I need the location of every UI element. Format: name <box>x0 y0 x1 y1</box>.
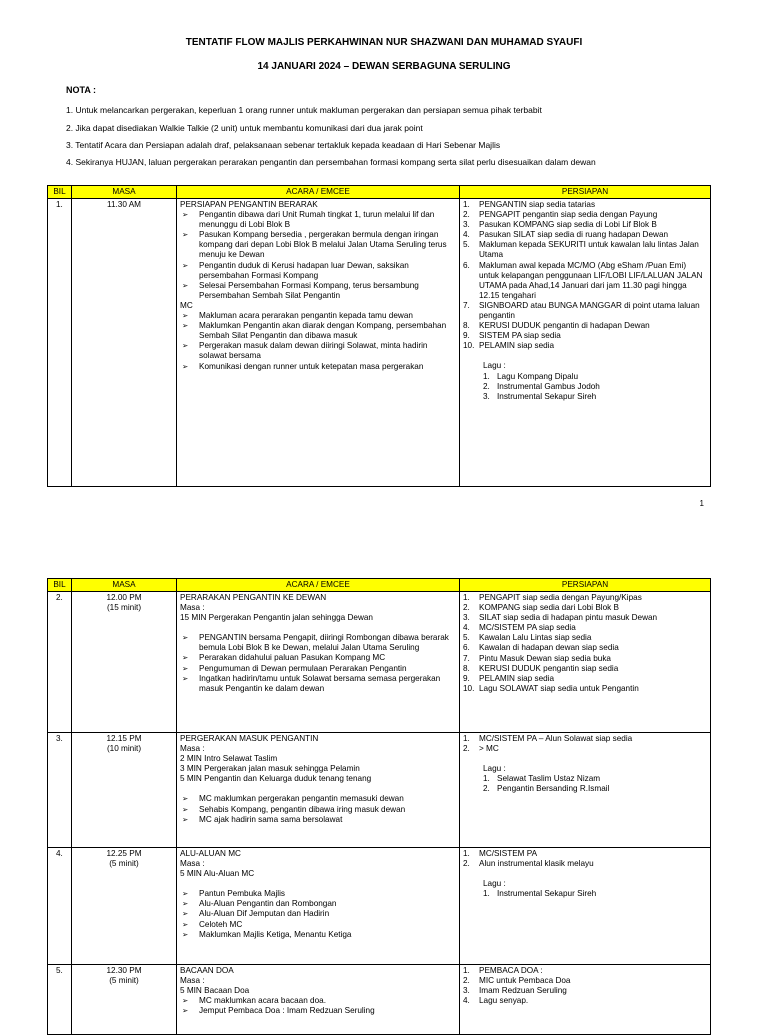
item-text: KOMPANG siap sedia dari Lobi Blok B <box>479 603 620 613</box>
schedule-table-page-1 <box>47 185 711 487</box>
item-text: SILAT siap sedia di hadapan pintu masuk Dewan <box>479 613 658 623</box>
bullet-item: ➢ Pengantin dibawa dari Unit Rumah tingkat 1, turun melalui lif dan menunggu di Lobi Blok B <box>180 210 456 230</box>
bullet-list <box>180 633 456 694</box>
item-number: 9. <box>463 673 470 683</box>
lagu-item <box>483 784 707 794</box>
persiapan-item <box>463 859 707 869</box>
item-text: Lagu Kompang Dipalu <box>497 371 579 381</box>
table-row <box>48 733 711 848</box>
item-number: 3. <box>463 986 470 996</box>
bullet-item: ➢ MC maklumkan acara bacaan doa. <box>180 996 456 1006</box>
item-number: 3. <box>483 391 490 401</box>
item-number: 9. <box>463 331 470 341</box>
table-header-row <box>48 579 711 592</box>
masa-duration: (5 minit) <box>109 976 139 986</box>
item-text: SIGNBOARD atau BUNGA MANGGAR di point utama laluan pengantin <box>479 300 700 321</box>
item-text: Pengantin Bersanding R.Ismail <box>497 784 610 794</box>
item-text: Imam Redzuan Seruling <box>479 986 567 996</box>
spacer <box>180 879 456 889</box>
acara-line: 5 MIN Pengantin dan Keluarga duduk tenang tenang <box>180 774 372 784</box>
lagu-block <box>463 879 707 899</box>
cell-bil: 3. <box>48 733 72 848</box>
persiapan-item <box>463 744 707 754</box>
item-text: Pasukan SILAT siap sedia di ruang hadapan Dewan <box>479 230 669 240</box>
table-row <box>48 592 711 733</box>
lagu-item <box>483 392 707 402</box>
persiapan-item <box>463 664 707 674</box>
persiapan-item <box>463 603 707 613</box>
bullet-item: ➢ Sehabis Kompang, pengantin dibawa iring masuk dewan <box>180 805 456 815</box>
numbered-list <box>463 966 707 1006</box>
item-number: 1. <box>463 966 470 975</box>
lagu-item <box>483 372 707 382</box>
bullet-item: ➢ Alu-Aluan Pengantin dan Rombongan <box>180 899 456 909</box>
item-number: 1. <box>483 774 490 784</box>
item-number: 5. <box>463 633 470 643</box>
persiapan-item <box>463 593 707 603</box>
item-number: 1. <box>483 371 490 381</box>
item-text: Instrumental Sekapur Sireh <box>497 391 597 401</box>
item-number: 2. <box>463 976 470 986</box>
table-row <box>48 965 711 1035</box>
numbered-list <box>483 372 707 402</box>
numbered-list <box>463 849 707 869</box>
table-row <box>48 199 711 487</box>
bullet-list <box>180 210 456 301</box>
nota-item-4: 4. Sekiranya HUJAN, laluan pergerakan perarakan pengantin dan persembahan formasi kompang serta silat perlu disesuaikan dalam dewan <box>66 157 596 167</box>
item-number: 10. <box>463 683 475 693</box>
persiapan-item <box>463 734 707 744</box>
item-number: 7. <box>463 300 470 310</box>
document-subtitle: 14 JANUARI 2024 – DEWAN SERBAGUNA SERULING <box>257 61 511 72</box>
table-header-row <box>48 186 711 199</box>
item-text: KERUSI DUDUK pengantin di hadapan Dewan <box>479 321 650 331</box>
bullet-item: ➢ Pengumuman di Dewan permulaan Perarakan Pengantin <box>180 664 456 674</box>
bullet-item: ➢ Selesai Persembahan Formasi Kompang, terus bersambung Persembahan Sembah Silat Pengantin <box>180 281 456 301</box>
nota-item-3: 3. Tentatif Acara dan Persiapan adalah draf, pelaksanaan sebenar tertakluk kepada keadaan di Hari Sebenar Majlis <box>66 140 501 150</box>
item-text: Makluman awal kepada MC/MO (Abg eSham /Puan Emi) untuk kelapangan penggunaan LIF/LOBI LIF/LALUAN JALAN UTAMA pada Ahad,14 Januari dari jam 11.30 pagi hingga 12.15 tengahari <box>479 260 703 300</box>
acara-line: Masa : <box>180 976 205 986</box>
persiapan-item <box>463 613 707 623</box>
item-text: KERUSI DUDUK pengantin siap sedia <box>479 663 619 673</box>
spacer <box>180 623 456 633</box>
lagu-block <box>463 764 707 794</box>
col-header-acara: ACARA / EMCEE <box>177 186 460 199</box>
cell-bil: 2. <box>48 592 72 733</box>
item-text: MIC untuk Pembaca Doa <box>479 976 571 986</box>
acara-title: PERSIAPAN PENGANTIN BERARAK <box>180 200 318 209</box>
item-text: PENGAPIT siap sedia dengan Payung/Kipas <box>479 593 642 602</box>
item-number: 1. <box>463 593 470 602</box>
item-text: Alun instrumental klasik melayu <box>479 859 594 869</box>
persiapan-item <box>463 966 707 976</box>
item-number: 4. <box>463 623 470 633</box>
lagu-label: Lagu : <box>483 879 506 889</box>
item-text: MC/SISTEM PA siap sedia <box>479 623 576 633</box>
spacer <box>463 869 707 879</box>
bullet-item: ➢ PENGANTIN bersama Pengapit, diiringi Rombongan dibawa berarak bemula Lobi Blok B ke Dewan, melalui Jalan Utama Seruling <box>180 633 456 653</box>
cell-masa <box>72 199 177 487</box>
masa-duration: (10 minit) <box>106 744 142 754</box>
bullet-item: ➢ Komunikasi dengan runner untuk ketepatan masa pergerakan <box>180 362 456 372</box>
cell-bil: 5. <box>48 965 72 1035</box>
persiapan-item <box>463 331 707 341</box>
col-header-masa: MASA <box>72 579 177 592</box>
item-number: 3. <box>463 220 470 230</box>
cell-bil: 1. <box>48 199 72 487</box>
cell-persiapan <box>460 199 711 487</box>
lagu-item <box>483 774 707 784</box>
col-header-persiapan: PERSIAPAN <box>460 186 711 199</box>
cell-masa <box>72 848 177 965</box>
item-number: 6. <box>463 260 470 270</box>
cell-acara <box>177 199 460 487</box>
cell-acara <box>177 592 460 733</box>
lagu-item <box>483 889 707 899</box>
acara-line: 5 MIN Bacaan Doa <box>180 986 250 996</box>
page-number: 1 <box>699 499 704 508</box>
item-text: > MC <box>479 744 499 754</box>
persiapan-item <box>463 654 707 664</box>
acara-title: ALU-ALUAN MC <box>180 849 241 858</box>
item-number: 4. <box>463 996 470 1006</box>
bullet-list <box>180 794 456 824</box>
bullet-item: ➢ Maklumkan Majlis Ketiga, Menantu Ketiga <box>180 930 456 940</box>
item-number: 8. <box>463 663 470 673</box>
acara-title: PERARAKAN PENGANTIN KE DEWAN <box>180 593 327 602</box>
persiapan-item <box>463 341 707 351</box>
item-number: 1. <box>463 734 470 743</box>
schedule-table-page-2 <box>47 578 711 1035</box>
acara-line: Masa : <box>180 603 205 613</box>
cell-persiapan <box>460 592 711 733</box>
item-text: Makluman kepada SEKURITI untuk kawalan lalu lintas Jalan Utama <box>479 240 699 260</box>
acara-line: Masa : <box>180 859 205 869</box>
acara-line: 5 MIN Alu-Aluan MC <box>180 869 255 879</box>
cell-persiapan <box>460 848 711 965</box>
cell-bil: 4. <box>48 848 72 965</box>
cell-acara <box>177 733 460 848</box>
item-text: Instrumental Sekapur Sireh <box>497 889 597 899</box>
item-text: PELAMIN siap sedia <box>479 673 555 683</box>
item-text: Kawalan Lalu Lintas siap sedia <box>479 633 592 643</box>
bullet-item: ➢ Pergerakan masuk dalam dewan diiringi Solawat, minta hadirin solawat bersama <box>180 341 456 361</box>
item-number: 4. <box>463 230 470 240</box>
masa-duration: (5 minit) <box>109 859 139 869</box>
col-header-acara: ACARA / EMCEE <box>177 579 460 592</box>
item-number: 2. <box>463 210 470 220</box>
table-row <box>48 848 711 965</box>
masa-time: 12.00 PM <box>106 593 142 602</box>
cell-masa <box>72 965 177 1035</box>
lagu-label: Lagu : <box>483 764 506 774</box>
spacer <box>180 784 456 794</box>
persiapan-item <box>463 849 707 859</box>
col-header-bil: BIL <box>48 579 72 592</box>
item-text: PELAMIN siap sedia <box>479 341 555 351</box>
col-header-bil: BIL <box>48 186 72 199</box>
nota-label: NOTA : <box>66 85 96 95</box>
persiapan-item <box>463 321 707 331</box>
bullet-list <box>180 311 456 372</box>
item-text: Kawalan di hadapan dewan siap sedia <box>479 643 619 653</box>
persiapan-item <box>463 230 707 240</box>
spacer <box>463 351 707 361</box>
acara-line: 15 MIN Pergerakan Pengantin jalan sehingga Dewan <box>180 613 373 623</box>
document-title: TENTATIF FLOW MAJLIS PERKAHWINAN NUR SHAZWANI DAN MUHAMAD SYAUFI <box>185 37 583 48</box>
cell-acara <box>177 965 460 1035</box>
item-text: MC/SISTEM PA <box>479 849 538 858</box>
cell-acara <box>177 848 460 965</box>
bullet-list <box>180 889 456 939</box>
col-header-masa: MASA <box>72 186 177 199</box>
persiapan-item <box>463 976 707 986</box>
lagu-item <box>483 382 707 392</box>
nota-item-1: 1. Untuk melancarkan pergerakan, keperluan 1 orang runner untuk makluman pergerakan dan persiapan semua pihak terbabit <box>66 105 542 115</box>
bullet-list <box>180 996 456 1016</box>
bullet-item: ➢ Perarakan didahului paluan Pasukan Kompang MC <box>180 653 456 663</box>
persiapan-item <box>463 623 707 633</box>
numbered-list <box>463 593 707 694</box>
item-number: 8. <box>463 321 470 331</box>
col-header-persiapan: PERSIAPAN <box>460 579 711 592</box>
bullet-item: ➢ Pasukan Kompang bersedia , pergerakan bermula dengan iringan kompang dari depan Lobi Blok B melalui Jalan Utama Seruling terus menuju ke Dewan <box>180 230 456 260</box>
bullet-item: ➢ Jemput Pembaca Doa : Imam Redzuan Seruling <box>180 1006 456 1016</box>
nota-item-2: 2. Jika dapat disediakan Walkie Talkie (2 unit) untuk membantu komunikasi dari dua jarak point <box>66 123 423 133</box>
item-number: 5. <box>463 240 470 250</box>
item-number: 10. <box>463 341 475 351</box>
persiapan-item <box>463 684 707 694</box>
bullet-item: ➢ Makluman acara perarakan pengantin kepada tamu dewan <box>180 311 456 321</box>
bullet-item: ➢ Pantun Pembuka Majlis <box>180 889 456 899</box>
item-number: 3. <box>463 613 470 623</box>
acara-line: Masa : <box>180 744 205 754</box>
persiapan-item <box>463 643 707 653</box>
persiapan-item <box>463 301 707 321</box>
lagu-block <box>463 361 707 401</box>
cell-persiapan <box>460 965 711 1035</box>
item-text: PEMBACA DOA : <box>479 966 543 975</box>
item-number: 2. <box>483 784 490 794</box>
acara-line: 2 MIN Intro Selawat Taslim <box>180 754 278 764</box>
item-text: Lagu SOLAWAT siap sedia untuk Pengantin <box>479 683 639 693</box>
item-text: PENGAPIT pengantin siap sedia dengan Payung <box>479 210 658 220</box>
numbered-list <box>463 200 707 351</box>
acara-title: PERGERAKAN MASUK PENGANTIN <box>180 734 319 743</box>
item-number: 6. <box>463 643 470 653</box>
masa-duration: (15 minit) <box>106 603 142 613</box>
numbered-list <box>483 774 707 794</box>
item-number: 2. <box>463 859 470 869</box>
persiapan-item <box>463 674 707 684</box>
item-text: SISTEM PA siap sedia <box>479 331 561 341</box>
item-number: 2. <box>463 744 470 754</box>
masa-time: 12.15 PM <box>106 734 142 743</box>
persiapan-item <box>463 633 707 643</box>
persiapan-item <box>463 986 707 996</box>
bullet-item: ➢ MC ajak hadirin sama sama bersolawat <box>180 815 456 825</box>
persiapan-item <box>463 261 707 301</box>
item-text: Pintu Masuk Dewan siap sedia buka <box>479 653 611 663</box>
bullet-item: ➢ Celoteh MC <box>180 920 456 930</box>
persiapan-item <box>463 210 707 220</box>
item-number: 7. <box>463 653 470 663</box>
item-number: 1. <box>463 200 470 209</box>
persiapan-item <box>463 996 707 1006</box>
item-text: Pasukan KOMPANG siap sedia di Lobi Lif Blok B <box>479 220 657 230</box>
item-text: Instrumental Gambus Jodoh <box>497 381 600 391</box>
masa-time: 11.30 AM <box>107 200 141 209</box>
item-number: 1. <box>483 889 490 899</box>
item-text: MC/SISTEM PA – Alun Solawat siap sedia <box>479 734 633 743</box>
item-text: Selawat Taslim Ustaz Nizam <box>497 774 601 784</box>
persiapan-item <box>463 220 707 230</box>
cell-masa <box>72 733 177 848</box>
bullet-item: ➢ Pengantin duduk di Kerusi hadapan luar Dewan, saksikan persembahan Formasi Kompang <box>180 261 456 281</box>
item-number: 2. <box>463 603 470 613</box>
acara-line: 3 MIN Pergerakan jalan masuk sehingga Pelamin <box>180 764 360 774</box>
bullet-item: ➢ MC maklumkan pergerakan pengantin memasuki dewan <box>180 794 456 804</box>
bullet-item: ➢ Maklumkan Pengantin akan diarak dengan Kompang, persembahan Sembah Silat Pengantin dan dibawa masuk <box>180 321 456 341</box>
persiapan-item <box>463 240 707 260</box>
spacer <box>463 754 707 764</box>
item-text: PENGANTIN siap sedia tatarias <box>479 200 596 209</box>
masa-time: 12.30 PM <box>106 966 142 975</box>
item-text: Lagu senyap. <box>479 996 529 1006</box>
cell-masa <box>72 592 177 733</box>
item-number: 1. <box>463 849 470 858</box>
item-number: 2. <box>483 381 490 391</box>
bullet-item: ➢ Alu-Aluan Dif Jemputan dan Hadirin <box>180 909 456 919</box>
acara-mc-label: MC <box>180 300 193 310</box>
lagu-label: Lagu : <box>483 361 506 371</box>
masa-time: 12.25 PM <box>106 849 142 858</box>
persiapan-item <box>463 200 707 210</box>
acara-title: BACAAN DOA <box>180 966 234 975</box>
numbered-list <box>463 734 707 754</box>
bullet-item: ➢ Ingatkan hadirin/tamu untuk Solawat bersama semasa pergerakan masuk Pengantin ke dalam dewan <box>180 674 456 694</box>
cell-persiapan <box>460 733 711 848</box>
numbered-list <box>483 889 707 899</box>
